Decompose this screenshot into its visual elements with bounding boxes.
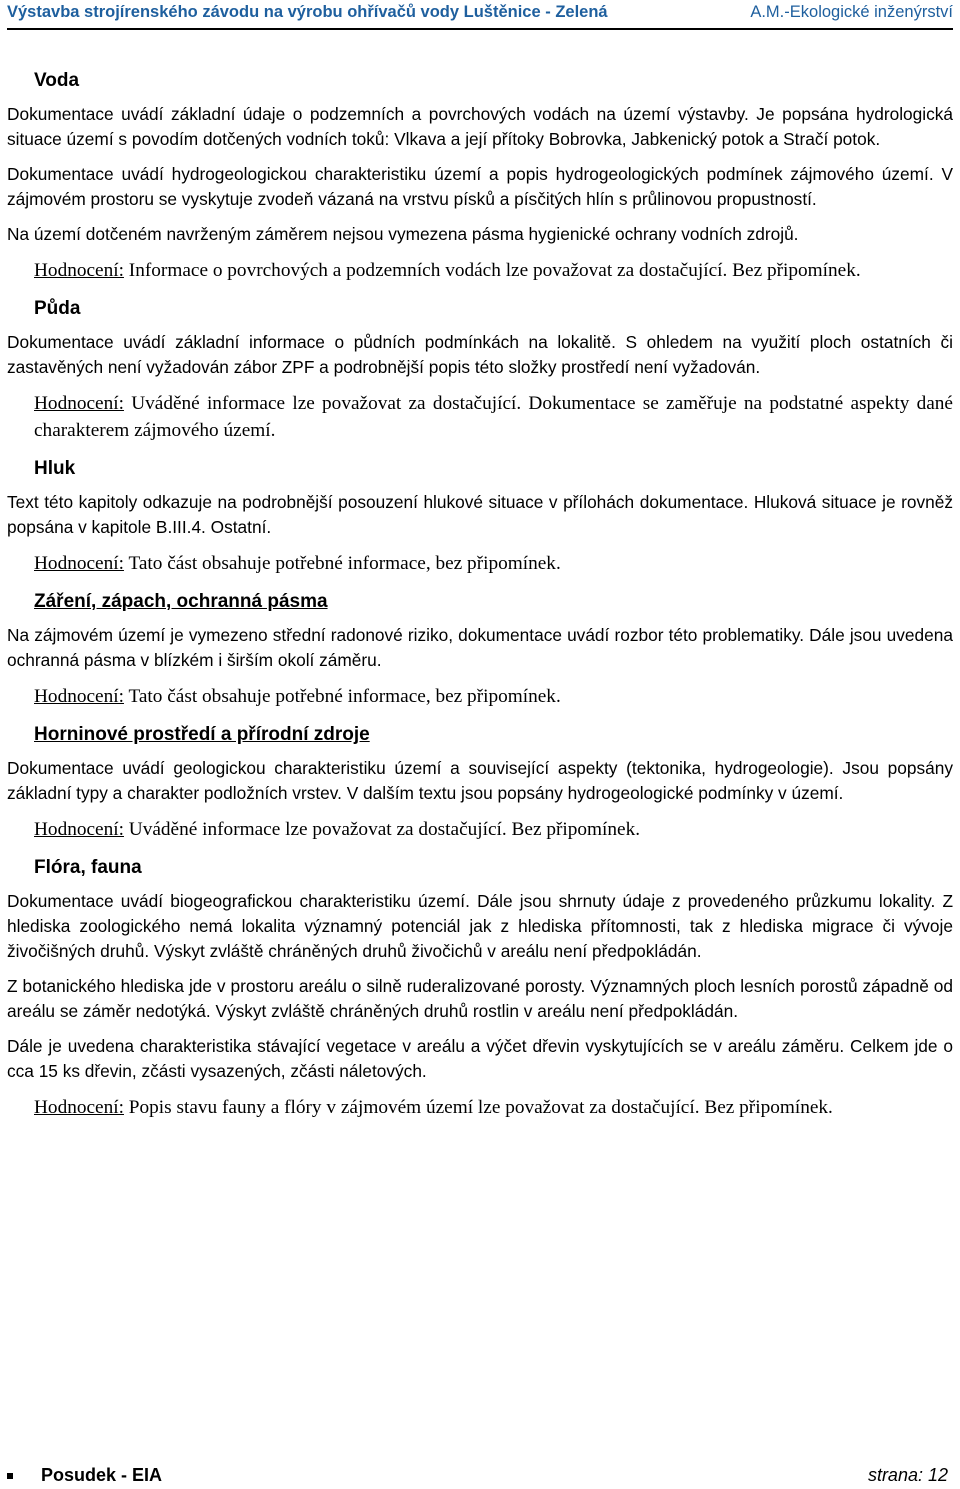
section-title: Voda (34, 70, 80, 91)
section-title: Horninové prostředí a přírodní zdroje (34, 724, 370, 745)
evaluation-label: Hodnocení: (34, 393, 124, 414)
evaluation-label: Hodnocení: (34, 1097, 124, 1118)
section-title: Záření, zápach, ochranná pásma (34, 591, 328, 612)
evaluation-label: Hodnocení: (34, 819, 124, 840)
footer-document-type: Posudek - EIA (41, 1465, 163, 1485)
evaluation-text: Uváděné informace lze považovat za dostačující. Bez připomínek. (123, 819, 641, 840)
paragraph: Dále je uvedena charakteristika stávající vegetace v areálu a výčet dřevin vyskytujících se v areálu záměru. Celkem jde o cca 15 ks dřevin, zčásti vysazených, zčásti náletových. (7, 1036, 953, 1081)
header-title: Výstavba strojírenského závodu na výrobu ohřívačů vody Luštěnice - Zelená (7, 3, 608, 21)
paragraph: Dokumentace uvádí geologickou charakteristiku území a související aspekty (tektonika, hydrogeologie). Jsou popsány základní typy a charakter podložních vrstev. V dalším textu jsou popsány hydrogeologické podmínky v území. (7, 758, 953, 803)
section-flora-fauna (7, 855, 953, 1121)
footer-page-number: strana: 12 (867, 1465, 948, 1485)
evaluation (34, 816, 953, 843)
section-voda (7, 68, 953, 284)
paragraph: Z botanického hlediska jde v prostoru areálu o silně ruderalizované porosty. Významných ploch lesních porostů západně od areálu se záměr nedotýká. Výskyt zvláště chráněných druhů rostlin v areálu není předpokládán. (7, 976, 953, 1021)
document-body (7, 68, 953, 1133)
section-title: Hluk (34, 458, 76, 479)
evaluation-text: Tato část obsahuje potřebné informace, bez připomínek. (123, 553, 561, 574)
paragraph: Na území dotčeném navrženým záměrem nejsou vymezena pásma hygienické ochrany vodních zdrojů. (7, 224, 799, 244)
paragraph: Dokumentace uvádí biogeografickou charakteristiku území. Dále jsou shrnuty údaje z provedeného průzkumu lokality. Z hlediska zoologického nemá lokalita významný potenciál jak z hlediska přítomnosti, tak z hlediska migrace či vývoje živočišných druhů. Výskyt zvláště chráněných druhů živočichů v areálu není předpokládán. (7, 891, 953, 961)
evaluation-label: Hodnocení: (34, 686, 124, 707)
paragraph: Dokumentace uvádí základní informace o půdních podmínkách na lokalitě. S ohledem na využití ploch ostatních či zastavěných není vyžadován zábor ZPF a podrobnější popis této složky prostředí není vyžadován. (7, 332, 953, 377)
evaluation-text: Informace o povrchových a podzemních vodách lze považovat za dostačující. Bez připomínek. (123, 260, 861, 281)
evaluation-text: Uváděné informace lze považovat za dostačující. Dokumentace se zaměřuje na podstatné aspekty dané charakterem zájmového území. (34, 393, 953, 441)
paragraph: Text této kapitoly odkazuje na podrobnější posouzení hlukové situace v přílohách dokumentace. Hluková situace je rovněž popsána v kapitole B.III.4. Ostatní. (7, 492, 953, 537)
bullet-icon (7, 1473, 13, 1479)
evaluation-text: Tato část obsahuje potřebné informace, bez připomínek. (123, 686, 561, 707)
evaluation-label: Hodnocení: (34, 260, 124, 281)
section-hluk (7, 456, 953, 577)
evaluation (34, 390, 953, 444)
evaluation (34, 683, 953, 710)
header-organization: A.M.-Ekologické inženýrství (750, 3, 953, 21)
paragraph: Na zájmovém území je vymezeno střední radonové riziko, dokumentace uvádí rozbor této problematiky. Dále jsou uvedena ochranná pásma v blízkém i širším okolí záměru. (7, 625, 953, 670)
evaluation-label: Hodnocení: (34, 553, 124, 574)
evaluation (34, 550, 953, 577)
section-zareni (7, 589, 953, 710)
evaluation-text: Popis stavu fauny a flóry v zájmovém území lze považovat za dostačující. Bez připomínek. (123, 1097, 833, 1118)
paragraph: Dokumentace uvádí základní údaje o podzemních a povrchových vodách na území výstavby. Je popsána hydrologická situace území s povodím dotčených vodních toků: Vlkava a její přítoky Bobrovka, Jabkenický potok a Stračí potok. (7, 104, 953, 149)
paragraph: Dokumentace uvádí hydrogeologickou charakteristiku území a popis hydrogeologických podmínek zájmového území. V zájmovém prostoru se vyskytuje zvodeň vázaná na vrstvu písků a písčitých hlín s průlinovou propustností. (7, 164, 953, 209)
section-horninove-prostredi (7, 722, 953, 843)
page-header (7, 0, 953, 30)
section-title: Flóra, fauna (34, 857, 142, 878)
section-title: Půda (34, 298, 81, 319)
evaluation (34, 1094, 953, 1121)
page-footer (7, 1462, 953, 1488)
section-puda (7, 296, 953, 444)
evaluation (34, 257, 953, 284)
